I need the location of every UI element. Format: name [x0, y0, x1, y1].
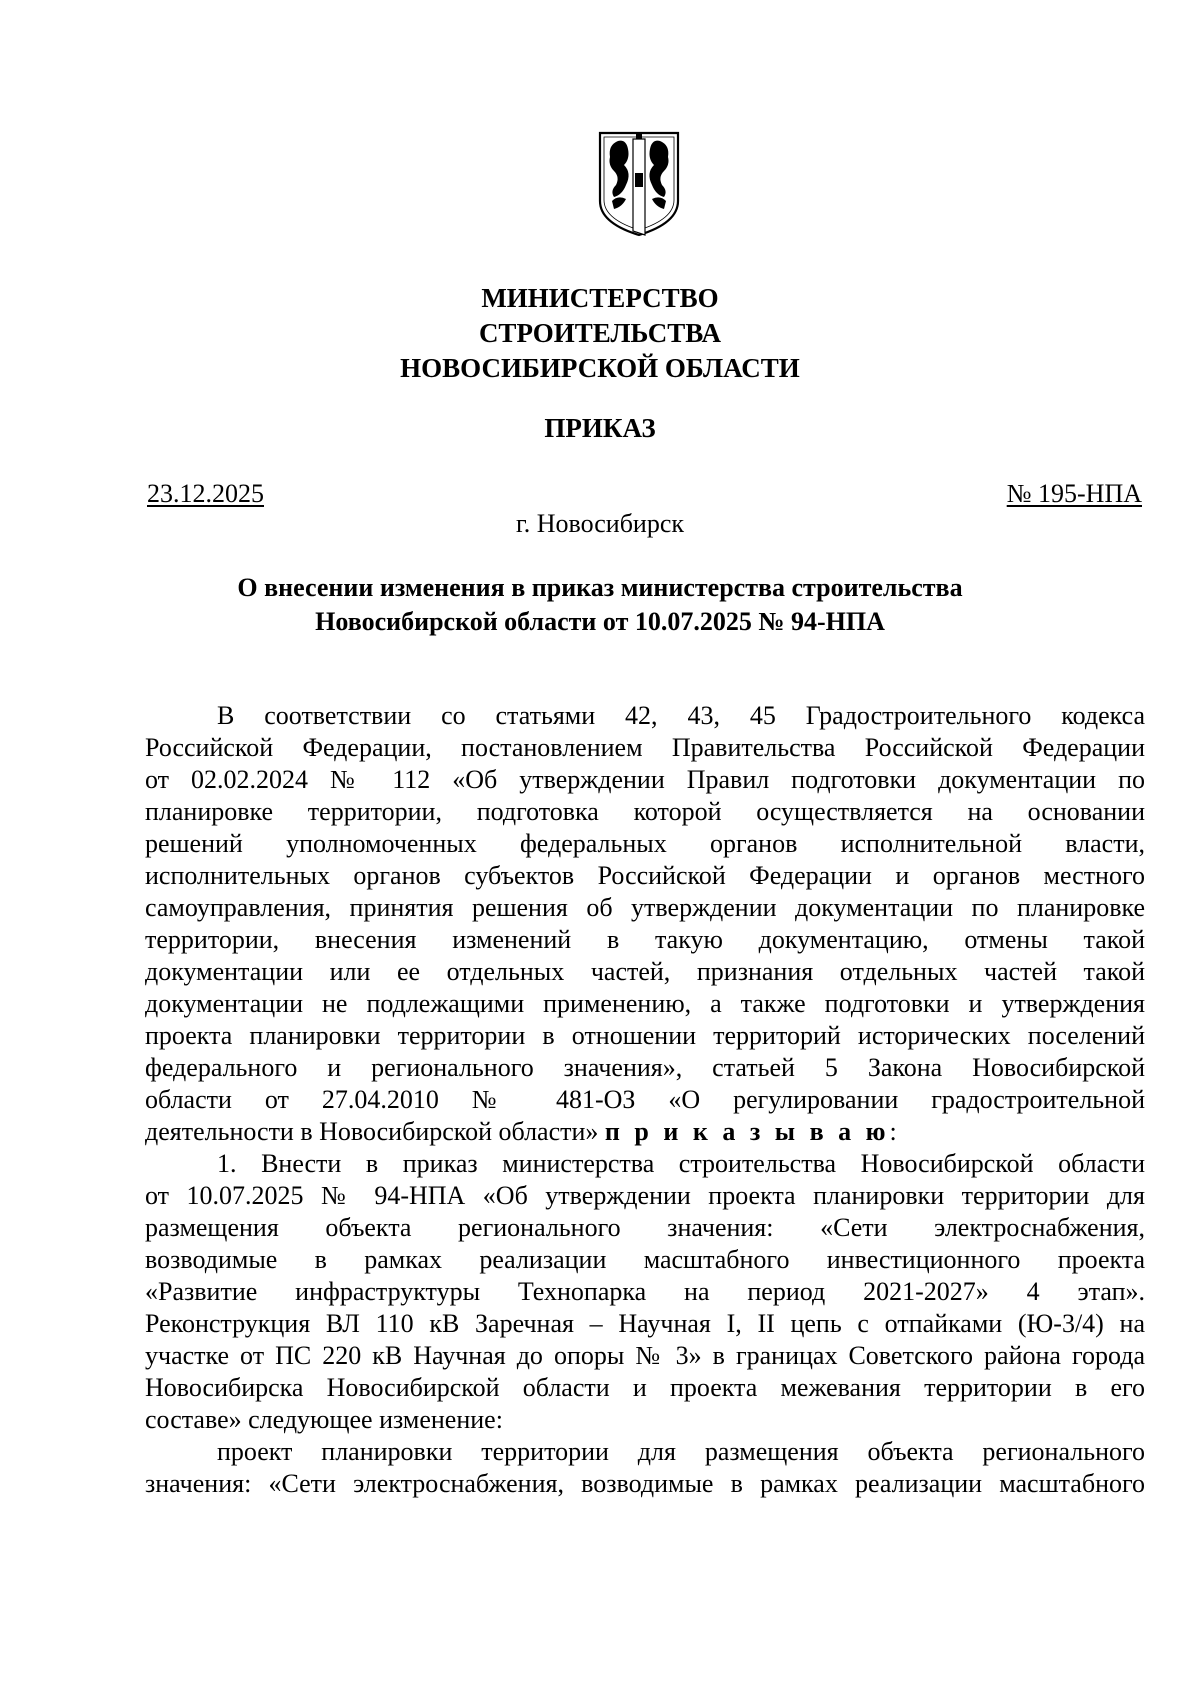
body-line: [145, 1116, 1145, 1148]
body-line: размещения объекта регионального значения: «Сети электроснабжения,: [145, 1213, 1145, 1242]
body-line: области от 27.04.2010 № 481-ОЗ «О регулировании градостроительной: [145, 1085, 1145, 1114]
body-line: «Развитие инфраструктуры Технопарка на период 2021-2027» 4 этап».: [145, 1277, 1145, 1306]
body-line: планировке территории, подготовка которой осуществляется на основании: [145, 797, 1145, 826]
body-line: федерального и регионального значения», статьей 5 Закона Новосибирской: [145, 1053, 1145, 1082]
document-number: № 195-НПА: [1006, 479, 1142, 508]
ministry-name-line: МИНИСТЕРСТВО: [481, 283, 719, 313]
body-line: участке от ПС 220 кВ Научная до опоры № 3» в границах Советского района города: [145, 1341, 1145, 1370]
body-line: документации или ее отдельных частей, признания отдельных частей такой: [145, 957, 1145, 986]
document-title: [0, 571, 1200, 639]
body-line: решений уполномоченных федеральных органов исполнительной власти,: [145, 829, 1145, 858]
document-city: г. Новосибирск: [515, 509, 685, 538]
body-line: самоуправления, принятия решения об утверждении документации по планировке: [145, 893, 1145, 922]
document-type: ПРИКАЗ: [544, 413, 656, 443]
body-line: Новосибирска Новосибирской области и проекта межевания территории в его: [145, 1373, 1145, 1402]
body-line: 1. Внести в приказ министерства строительства Новосибирской области: [217, 1149, 1145, 1178]
document-date: 23.12.2025: [147, 479, 264, 508]
document-title-line: Новосибирской области от 10.07.2025 № 94-НПА: [315, 607, 885, 636]
body-line: проект планировки территории для размещения объекта регионального: [217, 1437, 1145, 1466]
body-line: от 02.02.2024 № 112 «Об утверждении Правил подготовки документации по: [145, 765, 1145, 794]
body-text-fragment: :: [889, 1117, 897, 1146]
order-verb: п р и к а з ы в а ю: [604, 1117, 890, 1146]
body-text-fragment: деятельности в Новосибирской области»: [145, 1117, 605, 1146]
body-line: значения: «Сети электроснабжения, возводимые в рамках реализации масштабного: [145, 1469, 1145, 1498]
body-line: документации не подлежащими применению, а также подготовки и утверждения: [145, 989, 1145, 1018]
document-body: [145, 700, 1145, 1500]
body-line: от 10.07.2025 № 94-НПА «Об утверждении проекта планировки территории для: [145, 1181, 1145, 1210]
body-line: Реконструкция ВЛ 110 кВ Заречная – Научная I, II цепь с отпайками (Ю-3/4) на: [145, 1309, 1145, 1338]
document-title-line: О внесении изменения в приказ министерства строительства: [237, 573, 963, 602]
body-line: Российской Федерации, постановлением Правительства Российской Федерации: [145, 733, 1145, 762]
body-line: исполнительных органов субъектов Российской Федерации и органов местного: [145, 861, 1145, 890]
body-line: В соответствии со статьями 42, 43, 45 Градостроительного кодекса: [217, 701, 1145, 730]
coat-of-arms-icon: [596, 127, 682, 237]
ministry-name-line: СТРОИТЕЛЬСТВА: [478, 318, 722, 348]
body-line: территории, внесения изменений в такую документацию, отмены такой: [145, 925, 1145, 954]
body-line: составе» следующее изменение:: [145, 1405, 503, 1434]
body-line: возводимые в рамках реализации масштабного инвестиционного проекта: [145, 1245, 1145, 1274]
ministry-name: [0, 281, 1200, 386]
body-line: проекта планировки территории в отношении территорий исторических поселений: [145, 1021, 1145, 1050]
ministry-name-line: НОВОСИБИРСКОЙ ОБЛАСТИ: [400, 353, 800, 383]
